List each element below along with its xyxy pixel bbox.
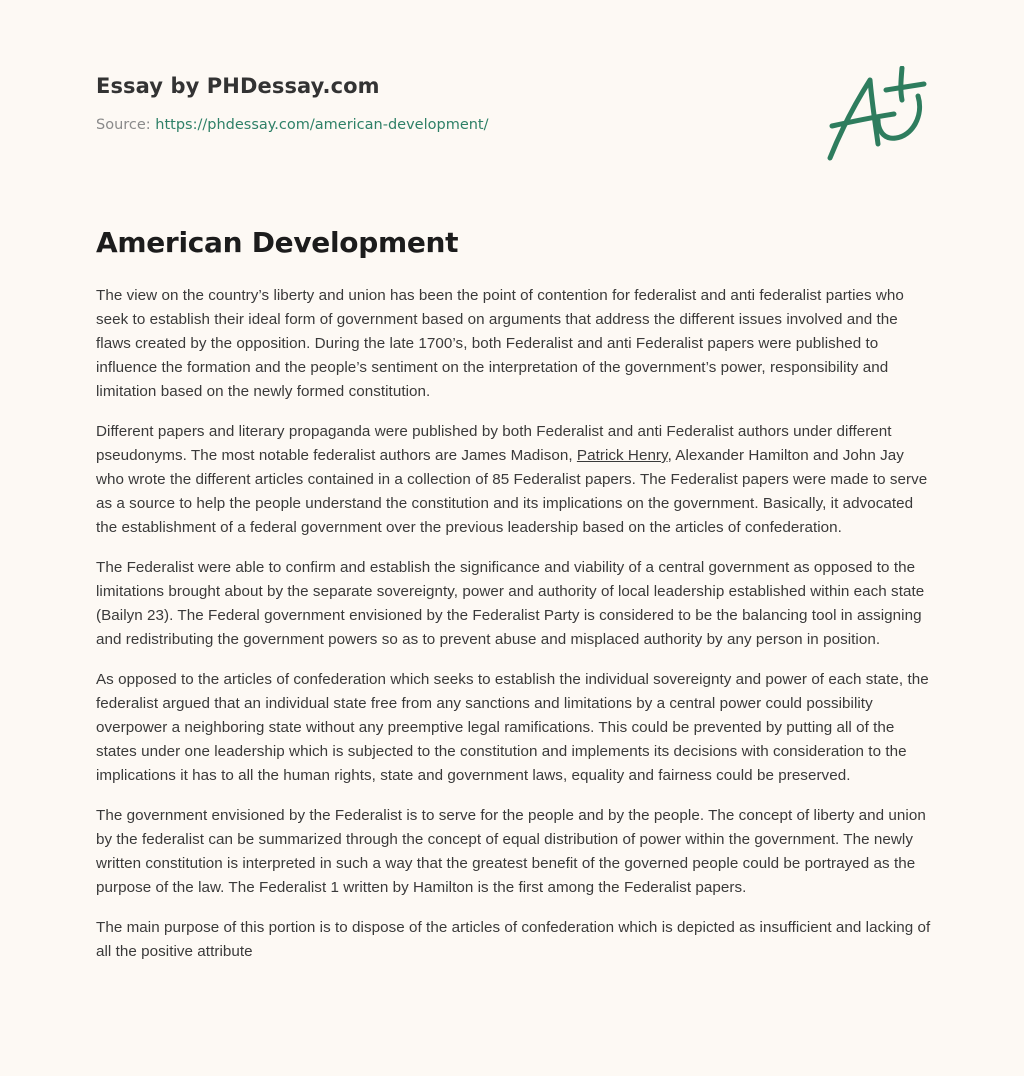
patrick-henry-link[interactable]: Patrick Henry [576,447,668,464]
article-title: American Development [96,226,459,259]
paragraph-3: The Federalist were able to confirm and establish the significance and viability of a central government as opposed to the limitations brought about by the separate sovereignty, power and authority of local leadership established within each state (Bailyn 23). The Federal government envisioned by the Federalist Party is considered to be the balancing tool in assigning and redistributing the government powers so as to prevent abuse and misplaced authority by any person in position. [96,559,925,648]
source-link[interactable]: https://phdessay.com/american-development/ [155,117,489,133]
paragraph-1: The view on the country’s liberty and union has been the point of contention for federalist and anti federalist parties who seek to establish their ideal form of government based on arguments that address the different issues involved and the flaws created by the opposition. During the late 1700’s, both Federalist and anti Federalist papers were published to influence the formation and the people’s sentiment on the interpretation of the government’s power, responsibility and limitation based on the newly formed constitution. [96,287,904,400]
paragraph-6: The main purpose of this portion is to dispose of the articles of confederation which is depicted as insufficient and lacking of all the positive attribute [96,919,931,960]
paragraph-2-text-after: , Alexander Hamilton and John Jay who wrote the different articles contained in a collection of 85 Federalist papers. The Federalist papers were made to serve as a source to help the people understand the constitution and its implications on the government. Basically, it advocated the establishment of a federal government over the previous leadership based on the articles of confederation. [96,447,928,536]
article-body [96,284,932,980]
site-brand: Essay by PHDessay.com [96,74,380,98]
paragraph-5: The government envisioned by the Federalist is to serve for the people and by the people. The concept of liberty and union by the federalist can be summarized through the concept of equal distribution of power within the government. The newly written constitution is interpreted in such a way that the greatest benefit of the governed people could be portrayed as the purpose of the law. The Federalist 1 written by Hamilton is the first among the Federalist papers. [96,807,926,896]
source-label: Source: [96,117,156,133]
paragraph-2-text-before: Different papers and literary propaganda were published by both Federalist and anti Federalist authors under different pseudonyms. The most notable federalist authors are James Madison, [96,423,892,464]
a-plus-grade-icon [820,66,930,166]
site-header [96,74,796,133]
paragraph-4: As opposed to the articles of confederation which seeks to establish the individual sovereignty and power of each state, the federalist argued that an individual state free from any sanctions and limitations by a central power could possibility overpower a neighboring state without any preemptive legal ramifications. This could be prevented by putting all of the states under one leadership which is subjected to the constitution and implements its decisions with consideration to the implications it has to all the human rights, state and government laws, equality and fairness could be preserved. [96,671,929,784]
source-line [96,117,796,133]
paragraph-2 [96,420,932,540]
